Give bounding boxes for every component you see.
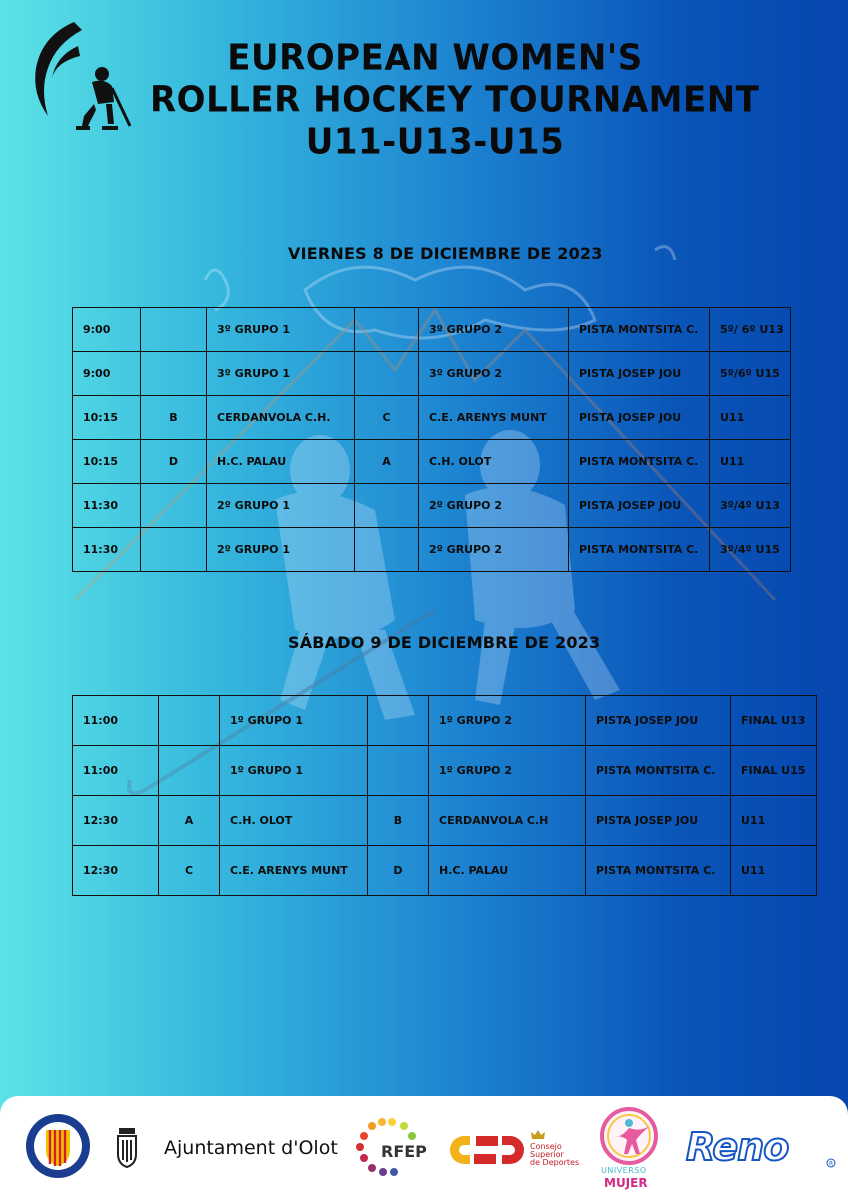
time-cell: 10:15 [73, 440, 141, 484]
team-b-cell: 1º GRUPO 2 [429, 696, 586, 746]
group-b-cell [355, 528, 419, 572]
schedule-table-friday [72, 307, 791, 572]
schedule-table-saturday [72, 695, 817, 896]
team-a-cell: 3º GRUPO 1 [207, 308, 355, 352]
csd-logo-icon [446, 1132, 526, 1168]
match-row [73, 352, 791, 396]
category-cell: U11 [731, 796, 817, 846]
ajuntament-olot-label: Ajuntament d'Olot [164, 1137, 338, 1159]
day-heading-saturday: SÁBADO 9 DE DICIEMBRE DE 2023 [288, 633, 601, 652]
reno-logo-text: Reno [686, 1125, 789, 1169]
group-b-cell [355, 308, 419, 352]
mujer-label: MUJER [604, 1176, 648, 1190]
match-row [73, 396, 791, 440]
svg-text:R: R [829, 1160, 834, 1168]
venue-cell: PISTA JOSEP JOU [586, 796, 731, 846]
time-cell: 9:00 [73, 308, 141, 352]
team-a-cell: C.E. ARENYS MUNT [220, 846, 368, 896]
team-b-cell: 2º GRUPO 2 [419, 528, 569, 572]
team-b-cell: 3º GRUPO 2 [419, 352, 569, 396]
time-cell: 11:00 [73, 746, 159, 796]
team-a-cell: CERDANVOLA C.H. [207, 396, 355, 440]
venue-cell: PISTA MONTSITA C. [569, 528, 710, 572]
time-cell: 10:15 [73, 396, 141, 440]
time-cell: 11:00 [73, 696, 159, 746]
title-line-1: EUROPEAN WOMEN'S [227, 37, 643, 79]
match-row [73, 528, 791, 572]
rfep-label: RFEP [381, 1142, 427, 1161]
category-cell: 5º/6º U15 [710, 352, 791, 396]
group-b-cell: D [368, 846, 429, 896]
venue-cell: PISTA MONTSITA C. [569, 440, 710, 484]
team-a-cell: 1º GRUPO 1 [220, 696, 368, 746]
group-b-cell: B [368, 796, 429, 846]
team-a-cell: 1º GRUPO 1 [220, 746, 368, 796]
group-a-cell: C [159, 846, 220, 896]
team-b-cell: C.H. OLOT [419, 440, 569, 484]
category-cell: U11 [731, 846, 817, 896]
team-b-cell: 1º GRUPO 2 [429, 746, 586, 796]
match-row [73, 484, 791, 528]
venue-cell: PISTA JOSEP JOU [569, 396, 710, 440]
group-b-cell: A [355, 440, 419, 484]
match-row [73, 846, 817, 896]
category-cell: 3º/4º U15 [710, 528, 791, 572]
tournament-title [150, 37, 760, 163]
club-hoquei-olot-badge-icon [24, 1112, 92, 1180]
category-cell: FINAL U15 [731, 746, 817, 796]
team-a-cell: 2º GRUPO 1 [207, 484, 355, 528]
group-a-cell: B [141, 396, 207, 440]
group-b-cell [368, 696, 429, 746]
time-cell: 12:30 [73, 796, 159, 846]
match-row [73, 746, 817, 796]
group-b-cell [355, 484, 419, 528]
day-heading-friday: VIERNES 8 DE DICIEMBRE DE 2023 [288, 244, 603, 263]
match-row [73, 440, 791, 484]
match-row [73, 796, 817, 846]
team-a-cell: 3º GRUPO 1 [207, 352, 355, 396]
group-b-cell [368, 746, 429, 796]
group-a-cell [141, 308, 207, 352]
time-cell: 12:30 [73, 846, 159, 896]
group-a-cell: A [159, 796, 220, 846]
team-a-cell: C.H. OLOT [220, 796, 368, 846]
team-b-cell: 2º GRUPO 2 [419, 484, 569, 528]
group-a-cell: D [141, 440, 207, 484]
team-a-cell: 2º GRUPO 1 [207, 528, 355, 572]
group-a-cell [159, 696, 220, 746]
venue-cell: PISTA JOSEP JOU [586, 696, 731, 746]
venue-cell: PISTA MONTSITA C. [569, 308, 710, 352]
universo-label: UNIVERSO [601, 1166, 647, 1175]
spanish-crown-icon [531, 1129, 545, 1141]
time-cell: 11:30 [73, 484, 141, 528]
tournament-logo [22, 16, 134, 136]
team-b-cell: 3º GRUPO 2 [419, 308, 569, 352]
venue-cell: PISTA MONTSITA C. [586, 746, 731, 796]
title-line-3: U11-U13-U15 [305, 121, 565, 163]
group-b-cell: C [355, 396, 419, 440]
group-a-cell [141, 528, 207, 572]
team-b-cell: H.C. PALAU [429, 846, 586, 896]
registered-mark-icon [826, 1158, 836, 1168]
olot-coat-of-arms-icon [116, 1128, 138, 1168]
venue-cell: PISTA JOSEP JOU [569, 352, 710, 396]
category-cell: 5º/ 6º U13 [710, 308, 791, 352]
group-a-cell [141, 352, 207, 396]
title-line-2: ROLLER HOCKEY TOURNAMENT [150, 79, 760, 121]
csd-label: Consejo Superior de Deportes [530, 1142, 580, 1167]
universo-mujer-logo-icon [596, 1106, 662, 1168]
team-b-cell: CERDANVOLA C.H [429, 796, 586, 846]
group-b-cell [355, 352, 419, 396]
match-row [73, 308, 791, 352]
category-cell: U11 [710, 440, 791, 484]
time-cell: 11:30 [73, 528, 141, 572]
match-row [73, 696, 817, 746]
team-b-cell: C.E. ARENYS MUNT [419, 396, 569, 440]
group-a-cell [159, 746, 220, 796]
venue-cell: PISTA MONTSITA C. [586, 846, 731, 896]
group-a-cell [141, 484, 207, 528]
category-cell: 3º/4º U13 [710, 484, 791, 528]
category-cell: FINAL U13 [731, 696, 817, 746]
category-cell: U11 [710, 396, 791, 440]
time-cell: 9:00 [73, 352, 141, 396]
venue-cell: PISTA JOSEP JOU [569, 484, 710, 528]
team-a-cell: H.C. PALAU [207, 440, 355, 484]
